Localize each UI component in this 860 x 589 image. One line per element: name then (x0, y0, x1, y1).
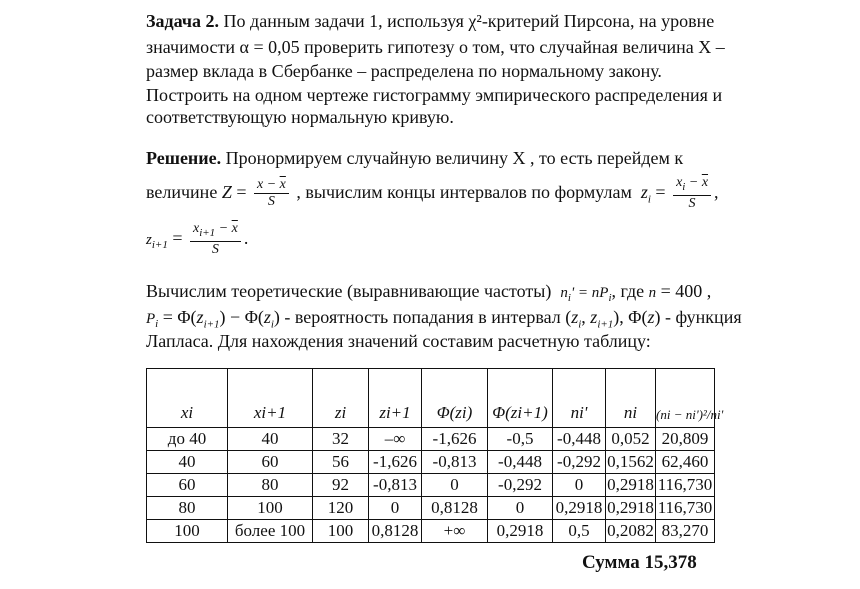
table-cell: 100 (313, 520, 369, 543)
table-row (147, 497, 715, 520)
table-cell: 56 (313, 451, 369, 474)
task-line-2: значимости α = 0,05 проверить гипотезу о том, что случайная величина X – (146, 37, 725, 57)
table-cell: 0,2918 (488, 520, 553, 543)
table-cell: 92 (313, 474, 369, 497)
table-cell: 20,809 (656, 428, 715, 451)
table-row (147, 451, 715, 474)
table-cell: –∞ (369, 428, 422, 451)
table-cell: 0 (553, 474, 606, 497)
table-cell: -0,813 (369, 474, 422, 497)
header-cell: zi+1 (369, 369, 422, 428)
task-line-4: Построить на одном чертеже гистограмму эмпирического распределения и (146, 85, 723, 105)
task-line-3: размер вклада в Сбербанке – распределена по нормальному закону. (146, 61, 662, 81)
header-cell: xi+1 (228, 369, 313, 428)
table-cell: -0,813 (422, 451, 488, 474)
table-cell: 83,270 (656, 520, 715, 543)
solution-line-5: $P_i = \Phi(z_{i+1}) - \Phi(z_i)$ - вероятность попадания в интервал ($z_i$, $z_{i+1}$), Φ(z) - функция (146, 307, 742, 331)
table-row (147, 474, 715, 497)
header-cell: ni' (553, 369, 606, 428)
header-cell: Φ(zi) (422, 369, 488, 428)
table-cell: 80 (228, 474, 313, 497)
task-line-5: соответствующую нормальную кривую. (146, 107, 454, 127)
table-cell: 40 (228, 428, 313, 451)
table-cell: 0,2082 (606, 520, 656, 543)
table-cell: 62,460 (656, 451, 715, 474)
sum-value: 15,378 (644, 552, 697, 573)
table-cell: 0,5 (553, 520, 606, 543)
table-row (147, 428, 715, 451)
sum-label: Сумма (582, 552, 640, 573)
table-cell: 32 (313, 428, 369, 451)
task-text-1: По данным задачи 1, используя χ²-критерий Пирсона, на уровне (223, 11, 715, 31)
header-cell: Φ(zi+1) (488, 369, 553, 428)
table-cell: 116,730 (656, 497, 715, 520)
header-cell: (ni − ni')²/ni' (656, 369, 715, 428)
table-cell: 0,2918 (606, 497, 656, 520)
table-cell: +∞ (422, 520, 488, 543)
table-cell: 100 (228, 497, 313, 520)
table-cell: 0,2918 (606, 474, 656, 497)
table-cell: -0,5 (488, 428, 553, 451)
sum-line (582, 552, 697, 574)
table-cell: 0,052 (606, 428, 656, 451)
table-cell: 116,730 (656, 474, 715, 497)
formula-zi: $\frac{x_i - \overline{x}}{S}$ (673, 175, 711, 212)
table-cell: 0 (488, 497, 553, 520)
table-cell: 0 (422, 474, 488, 497)
header-cell: xi (147, 369, 228, 428)
table-cell: 0,8128 (422, 497, 488, 520)
table-cell: 0,8128 (369, 520, 422, 543)
table-cell: 40 (147, 451, 228, 474)
table-cell: 0,1562 (606, 451, 656, 474)
task-line-1 (146, 10, 714, 32)
solution-label: Решение. (146, 148, 222, 168)
table-cell: -0,292 (488, 474, 553, 497)
table-cell: -0,292 (553, 451, 606, 474)
table-cell: 60 (228, 451, 313, 474)
table-cell: 60 (147, 474, 228, 497)
solution-line-6: Лапласа. Для нахождения значений составим расчетную таблицу: (146, 331, 651, 351)
table-cell: -0,448 (553, 428, 606, 451)
header-cell: ni (606, 369, 656, 428)
table-cell: до 40 (147, 428, 228, 451)
table-cell: 80 (147, 497, 228, 520)
solution-line-1: Решение. Пронормируем случайную величину X , то есть перейдем к (146, 148, 684, 168)
formula-z: $\frac{x - \overline{x}}{S}$ (254, 177, 289, 210)
table-header-row (147, 369, 715, 428)
table-cell: 0,2918 (553, 497, 606, 520)
solution-line-3: $z_{i+1}$ = $\frac{x_{i+1} - \overline{x}}{S}$ . (146, 221, 249, 258)
table-cell: 0 (369, 497, 422, 520)
table-cell: 120 (313, 497, 369, 520)
table-cell: 100 (147, 520, 228, 543)
task-label: Задача 2. (146, 11, 220, 31)
table-cell: более 100 (228, 520, 313, 543)
header-cell: zi (313, 369, 369, 428)
formula-zi1: $\frac{x_{i+1} - \overline{x}}{S}$ (190, 221, 241, 258)
table-cell: -1,626 (369, 451, 422, 474)
calculation-table (146, 368, 724, 543)
table-cell: -1,626 (422, 428, 488, 451)
table-cell: -0,448 (488, 451, 553, 474)
table-row (147, 520, 715, 543)
solution-line-2: величине Z = $\frac{x - \overline{x}}{S}$ , вычислим концы интервалов по формулам $z_i$ = $\frac{x_i - \overline{x}}{S}$ , (146, 175, 719, 212)
solution-line-4: Вычислим теоретические (выравнивающие частоты) $n_i' = nP_i$, где n = 400 , (146, 281, 712, 304)
